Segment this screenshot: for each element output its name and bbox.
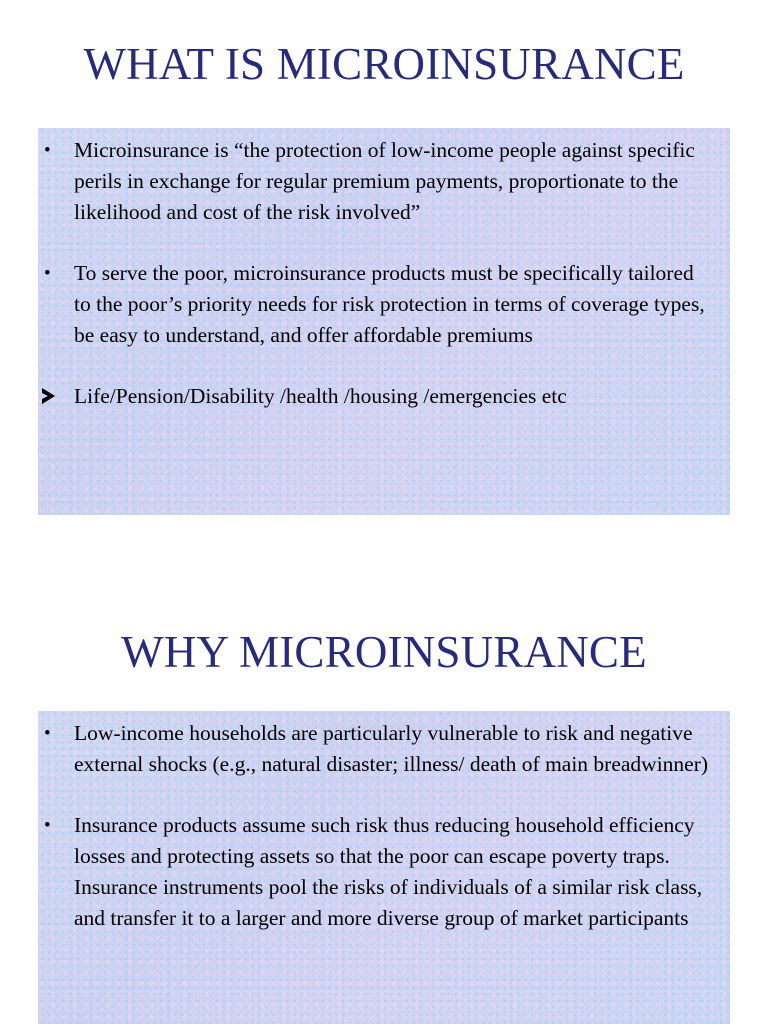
arrow-bullet-icon (42, 381, 55, 412)
list-item-text: Life/Pension/Disability /health /housing /emergencies etc (74, 384, 567, 408)
list-item-text: Low-income households are particularly vulnerable to risk and negative external shocks (e.g., natural disaster; illness/ death of main breadwinner) (74, 721, 709, 776)
list-item (74, 381, 710, 412)
list-item (44, 135, 710, 228)
bullet-icon: • (44, 815, 51, 836)
list-item (44, 258, 710, 351)
bullet-list (44, 718, 710, 934)
content-panel (38, 711, 730, 1024)
list-item (44, 810, 710, 934)
list-item (44, 718, 710, 780)
list-item-text: To serve the poor, microinsurance products must be specifically tailored to the poor’s priority needs for risk protection in terms of coverage types, be easy to understand, and offer affordable premiums (74, 261, 705, 347)
slide-why-microinsurance (0, 590, 768, 1024)
content-panel (38, 128, 730, 515)
bullet-icon: • (44, 723, 51, 744)
bullet-icon: • (44, 140, 51, 161)
bullet-list (44, 135, 710, 412)
list-item-text: Insurance products assume such risk thus reducing household efficiency losses and protecting assets so that the poor can escape poverty traps. Insurance instruments pool the risks of individuals of a similar risk class, and transfer it to a larger and more diverse group of market participants (74, 813, 703, 930)
bullet-icon: • (44, 263, 51, 284)
slide-title: WHAT IS MICROINSURANCE (83, 39, 685, 89)
list-item-text: Microinsurance is “the protection of low-income people against specific perils in exchange for regular premium payments, proportionate to the likelihood and cost of the risk involved” (74, 138, 695, 224)
slide-title: WHY MICROINSURANCE (121, 627, 647, 677)
